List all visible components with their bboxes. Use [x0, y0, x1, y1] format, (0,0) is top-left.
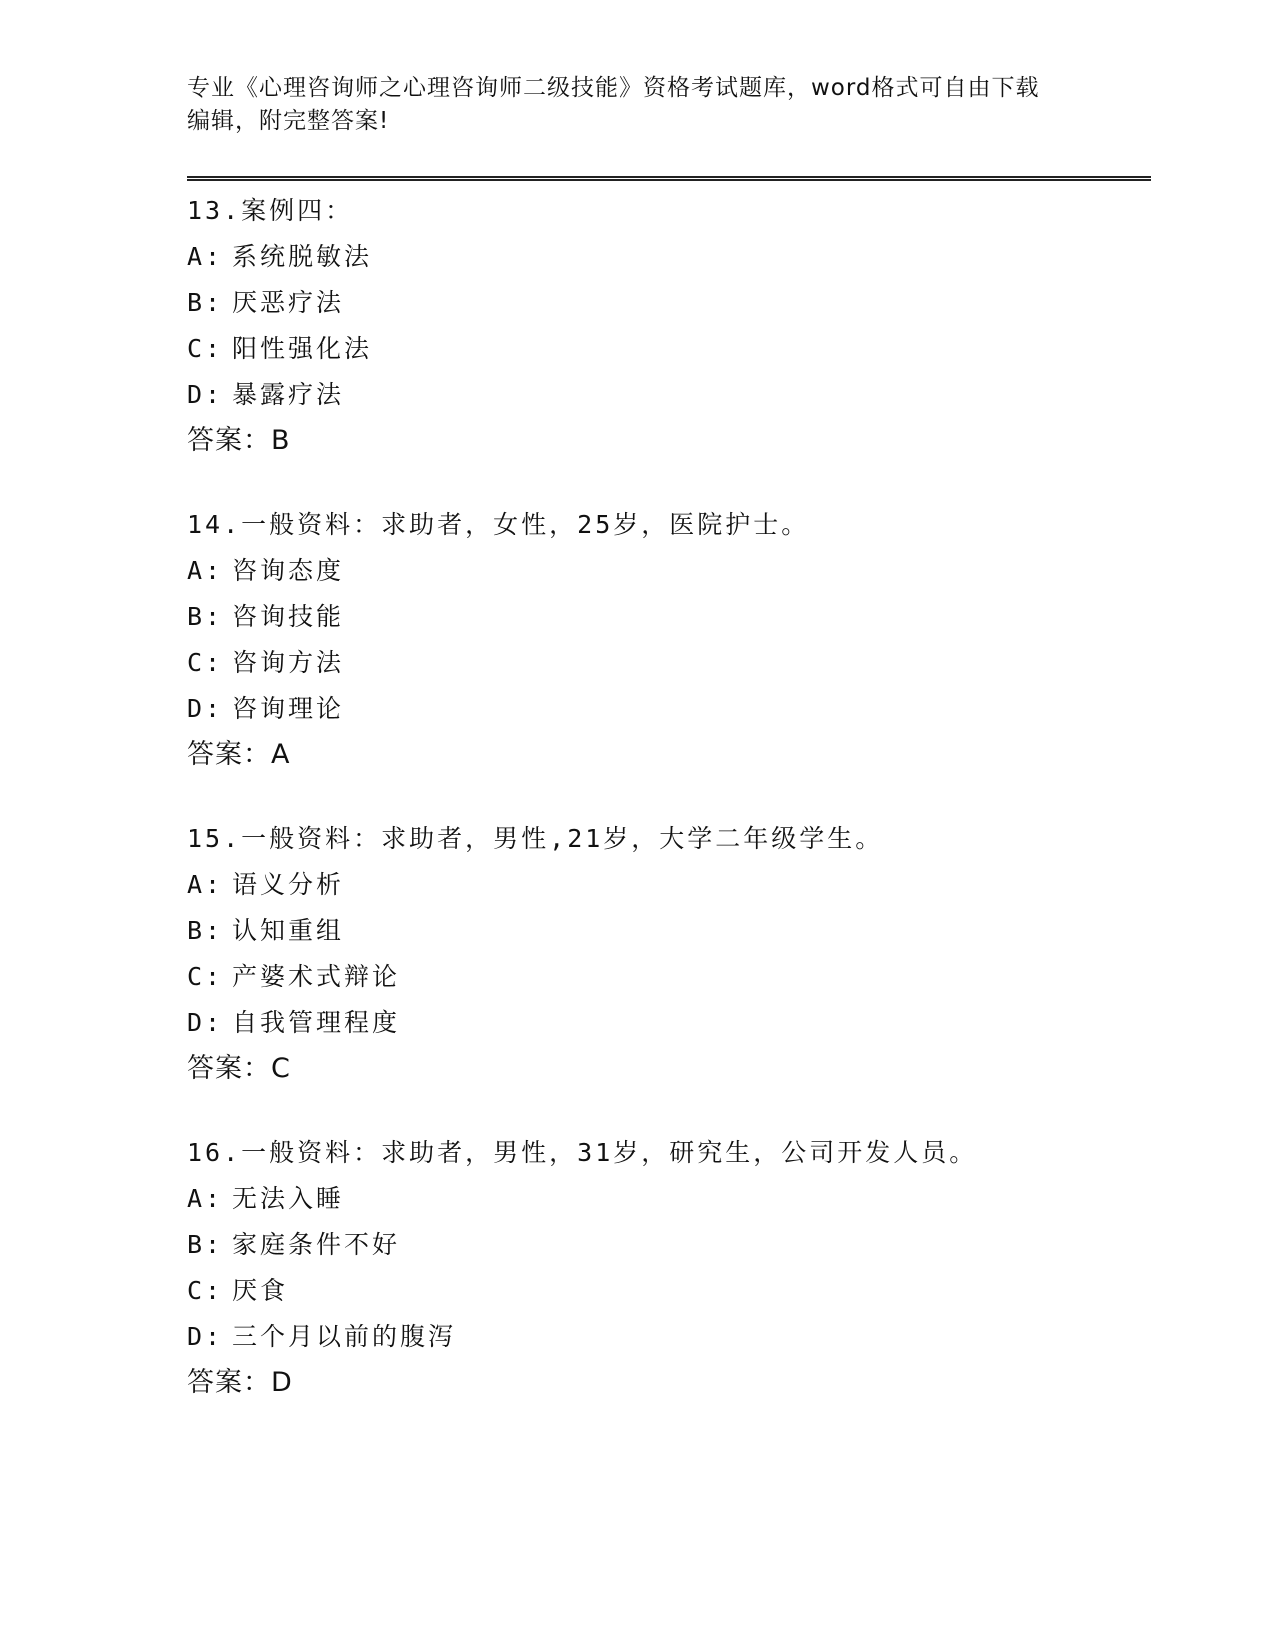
option-text: 认知重组: [232, 916, 345, 945]
question-stem: 15.一般资料：求助者，男性,21岁，大学二年级学生。: [187, 824, 884, 853]
option-text: 厌恶疗法: [232, 288, 345, 317]
option-a: [187, 234, 1147, 280]
answer: 答案：D: [187, 1367, 293, 1398]
question-stem: 13.案例四：: [187, 196, 354, 225]
option-c: [187, 954, 1147, 1000]
option-c: [187, 326, 1147, 372]
option-text: 语义分析: [232, 870, 345, 899]
option-letter: D:: [187, 1322, 224, 1351]
option-d: [187, 372, 1147, 418]
option-d: [187, 1314, 1147, 1360]
option-text: 阳性强化法: [232, 334, 373, 363]
header-divider: [187, 176, 1151, 181]
option-text: 自我管理程度: [232, 1008, 401, 1037]
document-header: [187, 72, 1067, 138]
option-letter: D:: [187, 1008, 224, 1037]
option-letter: B:: [187, 602, 224, 631]
option-b: [187, 594, 1147, 640]
option-letter: A:: [187, 1184, 224, 1213]
option-text: 系统脱敏法: [232, 242, 373, 271]
option-text: 无法入睡: [232, 1184, 345, 1213]
option-letter: C:: [187, 1276, 224, 1305]
question-stem: 14.一般资料：求助者，女性，25岁，医院护士。: [187, 510, 810, 539]
question-15: [187, 816, 1147, 1092]
question-stem: 16.一般资料：求助者，男性，31岁，研究生，公司开发人员。: [187, 1138, 978, 1167]
option-letter: B:: [187, 1230, 224, 1259]
option-text: 家庭条件不好: [232, 1230, 401, 1259]
answer: 答案：B: [187, 425, 291, 456]
option-letter: B:: [187, 288, 224, 317]
option-b: [187, 908, 1147, 954]
option-c: [187, 640, 1147, 686]
option-letter: D:: [187, 380, 224, 409]
option-letter: B:: [187, 916, 224, 945]
option-letter: C:: [187, 334, 224, 363]
option-d: [187, 1000, 1147, 1046]
question-list: [187, 188, 1147, 1444]
option-letter: A:: [187, 870, 224, 899]
question-13: [187, 188, 1147, 464]
option-text: 咨询理论: [232, 694, 345, 723]
option-letter: A:: [187, 556, 224, 585]
option-d: [187, 686, 1147, 732]
option-a: [187, 548, 1147, 594]
option-a: [187, 1176, 1147, 1222]
option-text: 咨询态度: [232, 556, 345, 585]
option-text: 三个月以前的腹泻: [232, 1322, 457, 1351]
option-b: [187, 1222, 1147, 1268]
option-text: 咨询技能: [232, 602, 345, 631]
option-text: 暴露疗法: [232, 380, 345, 409]
header-line-2: 编辑，附完整答案!: [187, 108, 390, 134]
question-16: [187, 1130, 1147, 1406]
option-b: [187, 280, 1147, 326]
header-line-1: 专业《心理咨询师之心理咨询师二级技能》资格考试题库，word格式可自由下载: [187, 75, 1040, 101]
option-text: 咨询方法: [232, 648, 345, 677]
option-letter: C:: [187, 648, 224, 677]
option-a: [187, 862, 1147, 908]
option-text: 产婆术式辩论: [232, 962, 401, 991]
answer: 答案：C: [187, 1053, 291, 1084]
option-letter: D:: [187, 694, 224, 723]
option-c: [187, 1268, 1147, 1314]
option-letter: C:: [187, 962, 224, 991]
option-letter: A:: [187, 242, 224, 271]
question-14: [187, 502, 1147, 778]
option-text: 厌食: [232, 1276, 289, 1305]
answer: 答案：A: [187, 739, 291, 770]
